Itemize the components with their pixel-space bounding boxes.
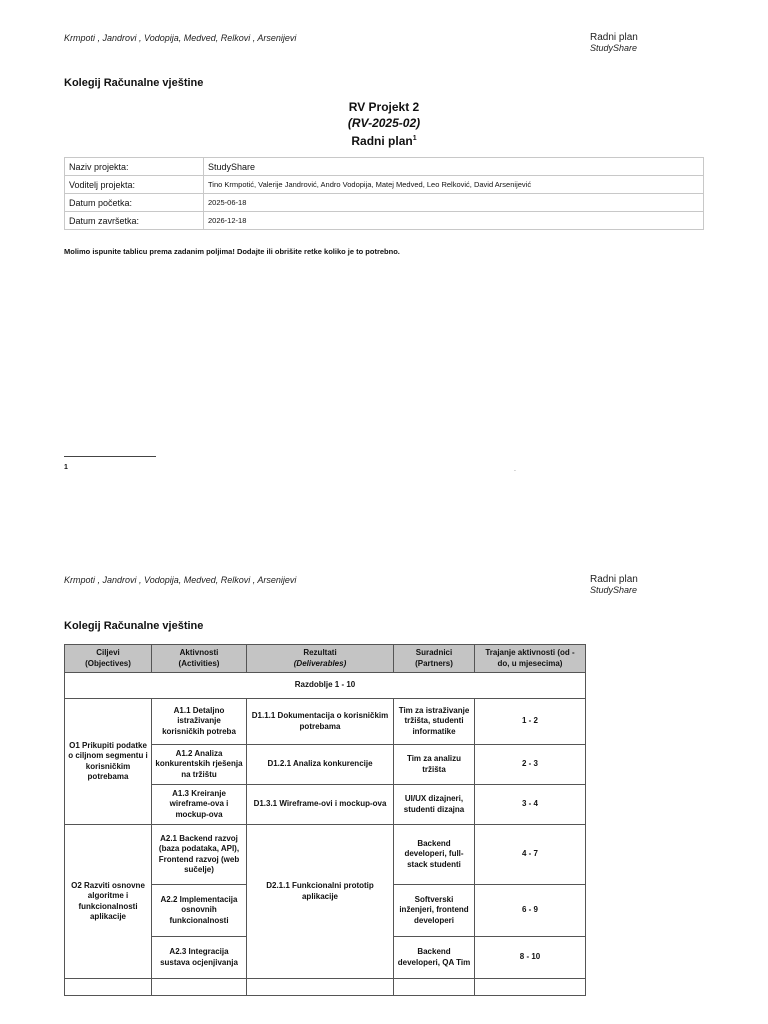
- title-line1: RV Projekt 2: [348, 100, 420, 114]
- duration-cell: 2 - 3: [475, 745, 586, 785]
- col-deliverables: [247, 645, 394, 673]
- header-authors-p2: Krmpoti , Jandrovi , Vodopija, Medved, Relkovi , Arsenijevi: [64, 575, 297, 585]
- info-label: Naziv projekta:: [65, 158, 204, 176]
- info-row-lead: [65, 176, 704, 194]
- col-header-line: Rezultati: [303, 648, 337, 657]
- info-value: Tino Krmpotić, Valerije Jandrović, Andro Vodopija, Matej Medved, Leo Relković, David Arsenijević: [204, 176, 704, 194]
- empty-cell: [247, 979, 394, 996]
- deliverable-cell: D1.2.1 Analiza konkurencije: [247, 745, 394, 785]
- duration-cell: 6 - 9: [475, 885, 586, 937]
- course-title-p2: Kolegij Računalne vještine: [64, 620, 204, 632]
- title-line3: [0, 131, 768, 149]
- col-header-line: (Activities): [178, 658, 220, 668]
- header-doc-type: Radni plan: [590, 32, 638, 43]
- info-row-end: [65, 212, 704, 230]
- info-row-start: [65, 194, 704, 212]
- duration-cell: 1 - 2: [475, 699, 586, 745]
- partner-cell: Tim za istraživanje tržišta, studenti informatike: [394, 699, 475, 745]
- activity-cell: A1.3 Kreiranje wireframe-ova i mockup-ova: [152, 785, 247, 825]
- empty-cell: [65, 979, 152, 996]
- info-label: Voditelj projekta:: [65, 176, 204, 194]
- footnote-number: 1: [64, 464, 68, 471]
- info-value: StudyShare: [204, 158, 704, 176]
- info-row-name: [65, 158, 704, 176]
- project-info-table: [64, 157, 704, 230]
- col-header-line: Trajanje aktivnosti (od -: [485, 648, 575, 657]
- deliverable-cell: D2.1.1 Funkcionalni prototip aplikacije: [247, 825, 394, 979]
- header-project-name-p2: StudyShare: [590, 585, 638, 595]
- duration-cell: 3 - 4: [475, 785, 586, 825]
- footnote-divider: [64, 456, 156, 457]
- table-row: [65, 699, 586, 745]
- deliverable-cell: D1.3.1 Wireframe-ovi i mockup-ova: [247, 785, 394, 825]
- title-block: [0, 99, 768, 149]
- header-authors: Krmpoti , Jandrovi , Vodopija, Medved, Relkovi , Arsenijevi: [64, 33, 297, 43]
- stray-mark: .: [514, 466, 516, 473]
- empty-cell: [152, 979, 247, 996]
- objective-o1: O1 Prikupiti podatke o ciljnom segmentu i korisničkim potrebama: [65, 699, 152, 825]
- partner-cell: Backend developeri, full-stack studenti: [394, 825, 475, 885]
- partner-cell: UI/UX dizajneri, studenti dizajna: [394, 785, 475, 825]
- title-line2: (RV-2025-02): [347, 116, 421, 130]
- info-value: 2025-06-18: [204, 194, 704, 212]
- instruction-note: Molimo ispunite tablicu prema zadanim poljima! Dodajte ili obrišite retke koliko je to potrebno.: [64, 247, 400, 256]
- title-line3-text: Radni plan: [351, 134, 413, 148]
- period-cell: Razdoblje 1 - 10: [65, 673, 586, 699]
- deliverable-cell: D1.1.1 Dokumentacija o korisničkim potrebama: [247, 699, 394, 745]
- empty-cell: [475, 979, 586, 996]
- col-header-line: (Partners): [415, 658, 453, 668]
- col-partners: [394, 645, 475, 673]
- info-value: 2026-12-18: [204, 212, 704, 230]
- objective-o2: O2 Razviti osnovne algoritme i funkcionalnosti aplikacije: [65, 825, 152, 979]
- info-label: Datum početka:: [65, 194, 204, 212]
- duration-cell: 4 - 7: [475, 825, 586, 885]
- activity-cell: A1.1 Detaljno istraživanje korisničkih potreba: [152, 699, 247, 745]
- activity-cell: A1.2 Analiza konkurentskih rješenja na tržištu: [152, 745, 247, 785]
- activity-cell: A2.2 Implementacija osnovnih funkcionalnosti: [152, 885, 247, 937]
- work-plan-table: [64, 644, 586, 996]
- empty-cell: [394, 979, 475, 996]
- header-right: [590, 32, 638, 54]
- header-project-name: StudyShare: [590, 43, 638, 53]
- activity-cell: A2.1 Backend razvoj (baza podataka, API), Frontend razvoj (web sučelje): [152, 825, 247, 885]
- duration-cell: 8 - 10: [475, 937, 586, 979]
- col-header-line: (Objectives): [85, 658, 131, 668]
- col-header-line: Suradnici: [415, 648, 453, 657]
- info-label: Datum završetka:: [65, 212, 204, 230]
- col-header-line: Ciljevi: [96, 648, 120, 657]
- col-objectives: [65, 645, 152, 673]
- col-header-line: do, u mjesecima): [497, 658, 563, 668]
- col-duration: [475, 645, 586, 673]
- footnote-mark: 1: [412, 135, 417, 142]
- col-header-line: Aktivnosti: [179, 648, 219, 657]
- table-row: [65, 825, 586, 885]
- period-row: [65, 673, 586, 699]
- partner-cell: Softverski inženjeri, frontend developeri: [394, 885, 475, 937]
- col-header-line: (Deliverables): [293, 658, 347, 668]
- activity-cell: A2.3 Integracija sustava ocjenjivanja: [152, 937, 247, 979]
- col-activities: [152, 645, 247, 673]
- course-title: Kolegij Računalne vještine: [64, 77, 204, 89]
- partner-cell: Tim za analizu tržišta: [394, 745, 475, 785]
- header-doc-type-p2: Radni plan: [590, 574, 638, 585]
- empty-row: [65, 979, 586, 996]
- plan-header-row: [65, 645, 586, 673]
- partner-cell: Backend developeri, QA Tim: [394, 937, 475, 979]
- header-right-p2: [590, 574, 638, 596]
